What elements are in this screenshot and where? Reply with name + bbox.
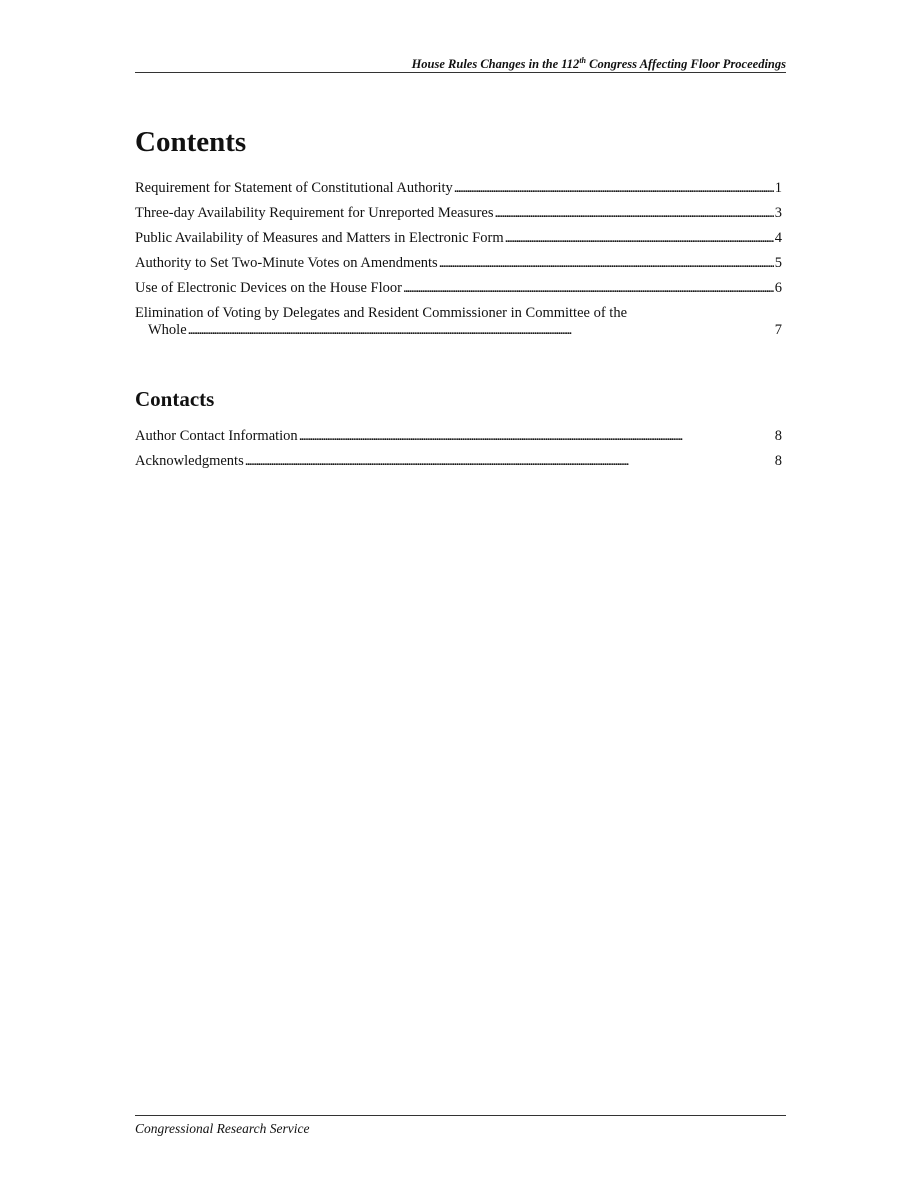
toc-entry[interactable] <box>135 230 782 247</box>
toc-entry-page: 3 <box>774 205 782 221</box>
toc-entry-page: 1 <box>774 180 782 196</box>
header-title-superscript: th <box>579 55 586 65</box>
toc-entry-page: 7 <box>774 322 782 338</box>
toc-entry-title: Public Availability of Measures and Matters in Electronic Form <box>135 230 504 246</box>
dot-leader <box>454 180 774 197</box>
contacts-heading: Contacts <box>135 387 215 411</box>
dot-leader <box>188 322 774 339</box>
running-footer: Congressional Research Service <box>135 1121 310 1136</box>
dot-leader <box>494 205 773 222</box>
toc-entry-title: Requirement for Statement of Constitutional Authority <box>135 180 453 196</box>
toc-entry[interactable] <box>135 305 782 339</box>
toc-entry-page: 4 <box>774 230 782 246</box>
toc-entry-title-line1: Elimination of Voting by Delegates and Resident Commissioner in Committee of the <box>135 305 628 321</box>
dot-leader <box>245 453 774 470</box>
toc-entry-title-line2: Whole <box>148 322 187 338</box>
contacts-list <box>135 428 782 478</box>
header-divider <box>135 72 786 73</box>
toc-entry-page: 6 <box>774 280 782 296</box>
toc-entry[interactable] <box>135 453 782 470</box>
dot-leader <box>403 280 774 297</box>
toc-entry-page: 8 <box>774 453 782 469</box>
toc-entry-title: Use of Electronic Devices on the House Floor <box>135 280 402 296</box>
header-title-part1: House Rules Changes in the 112 <box>411 57 580 71</box>
dot-leader <box>299 428 774 445</box>
toc-entry-title: Three-day Availability Requirement for Unreported Measures <box>135 205 494 221</box>
dot-leader <box>439 255 774 272</box>
toc-entry[interactable] <box>135 428 782 445</box>
contents-list <box>135 180 782 347</box>
toc-entry-title: Author Contact Information <box>135 428 298 444</box>
toc-entry-page: 5 <box>774 255 782 271</box>
footer-divider <box>135 1115 786 1116</box>
contents-heading: Contents <box>135 126 247 158</box>
toc-entry[interactable] <box>135 255 782 272</box>
running-header <box>135 56 786 72</box>
toc-entry-continuation <box>135 322 782 339</box>
toc-entry[interactable] <box>135 280 782 297</box>
toc-entry-page: 8 <box>774 428 782 444</box>
toc-entry-title: Authority to Set Two-Minute Votes on Amendments <box>135 255 438 271</box>
header-title-part2: Congress Affecting Floor Proceedings <box>585 57 786 71</box>
toc-entry[interactable] <box>135 180 782 197</box>
toc-entry[interactable] <box>135 205 782 222</box>
toc-entry-title: Acknowledgments <box>135 453 244 469</box>
dot-leader <box>505 230 774 247</box>
